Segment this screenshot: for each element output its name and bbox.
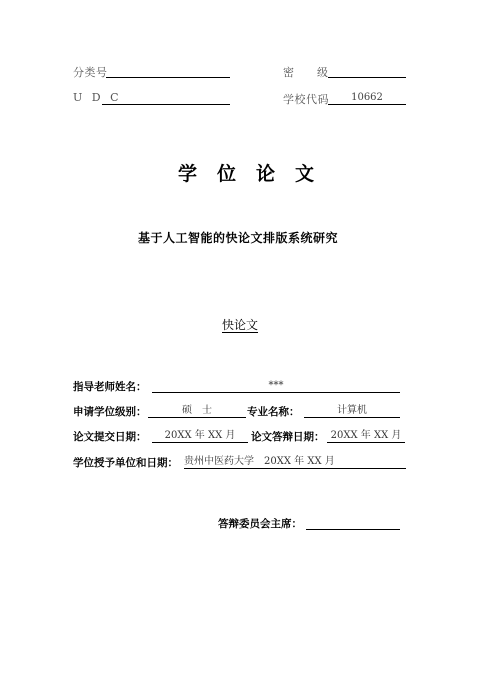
classification-label: 分类号 <box>73 66 108 79</box>
secrecy-field <box>328 65 406 78</box>
defense-date-label: 论文答辩日期： <box>251 431 325 443</box>
school-code-field: 10662 <box>328 92 406 105</box>
submit-date-field: 20XX 年 XX 月 <box>152 430 248 443</box>
degree-level-label: 申请学位级别： <box>73 406 147 418</box>
udc-field <box>102 92 230 105</box>
advisor-field: *** <box>152 380 400 393</box>
classification-field <box>106 65 230 78</box>
major-field: 计算机 <box>304 405 400 418</box>
defense-date-field: 20XX 年 XX 月 <box>327 430 405 443</box>
school-code-label: 学校代码 <box>283 93 329 106</box>
advisor-label: 指导老师姓名： <box>73 381 147 393</box>
author-name: 快论文 <box>222 318 259 332</box>
secrecy-label: 密 级 <box>283 66 334 79</box>
thesis-title: 基于人工智能的快论文排版系统研究 <box>138 231 339 245</box>
grant-label: 学位授予单位和日期： <box>73 457 178 469</box>
major-label: 专业名称： <box>247 406 300 418</box>
submit-date-label: 论文提交日期： <box>73 431 147 443</box>
committee-chair-field <box>306 517 400 530</box>
main-title: 学位论文 <box>178 163 335 185</box>
udc-label: U D C <box>73 91 122 104</box>
committee-chair-label: 答辩委员会主席： <box>218 518 302 530</box>
degree-level-field: 硕 士 <box>148 405 246 418</box>
grant-field: 贵州中医药大学 20XX 年 XX 月 <box>184 456 406 469</box>
